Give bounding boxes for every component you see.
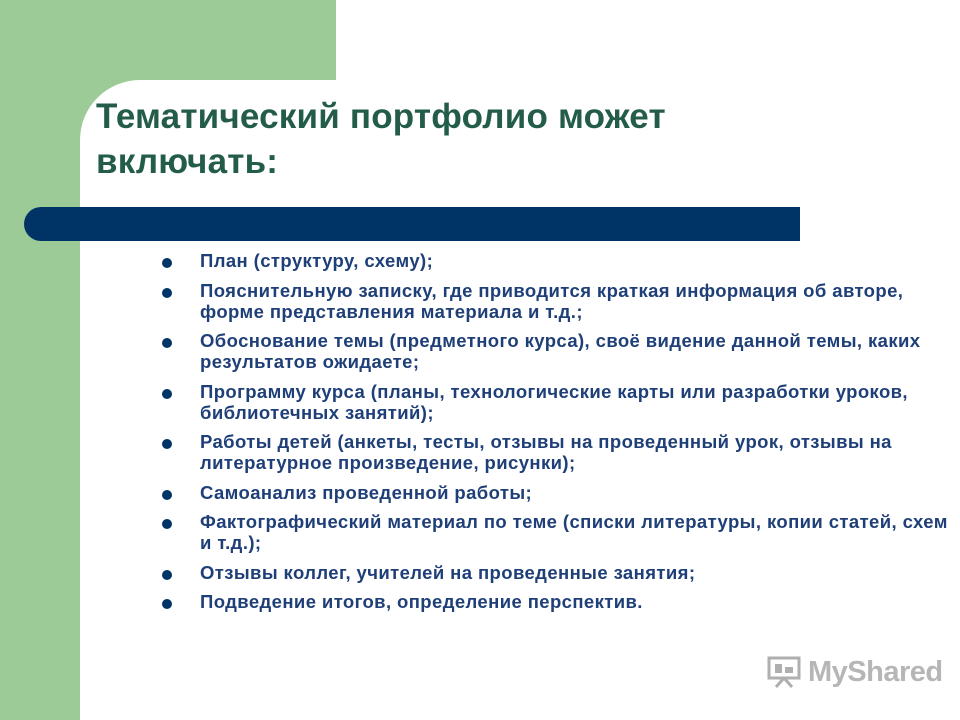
list-item [162, 280, 952, 322]
list-item [162, 330, 952, 372]
bullet-icon [162, 490, 172, 500]
slide-title: Тематический портфолио может включать: [96, 97, 666, 181]
list-item-text: Пояснительную записку, где приводится краткая информация об авторе, форме представления материала и т.д.; [200, 279, 904, 322]
list-item-text: Отзывы коллег, учителей на проведенные занятия; [200, 561, 696, 583]
list-item-text: Работы детей (анкеты, тесты, отзывы на проведенный урок, отзывы на литературное произведение, рисунки); [200, 431, 892, 473]
list-item [162, 591, 952, 612]
bullet-icon [162, 338, 172, 348]
watermark-logo [766, 654, 943, 690]
bullet-icon [162, 599, 172, 609]
list-item-text: Фактографический материал по теме (списки литературы, копии статей, схем и т.д.); [200, 511, 948, 553]
bullet-list [162, 250, 952, 621]
bullet-icon [162, 288, 172, 298]
list-item [162, 250, 952, 271]
watermark-text: MyShared [808, 655, 943, 688]
bullet-icon [162, 570, 172, 580]
list-item-text: План (структуру, схему); [200, 250, 434, 271]
list-item [162, 482, 952, 503]
list-item [162, 381, 952, 423]
bullet-icon [162, 258, 172, 268]
bullet-icon [162, 389, 172, 399]
list-item [162, 511, 952, 553]
list-item [162, 431, 952, 473]
list-item-text: Подведение итогов, определение перспектив. [200, 591, 643, 612]
presentation-board-icon [766, 654, 802, 690]
list-item-text: Самоанализ проведенной работы; [200, 481, 533, 503]
list-item-text: Программу курса (планы, технологические карты или разработки уроков, библиотечных занятий); [200, 380, 908, 423]
title-underline-bar [24, 207, 800, 241]
bullet-icon [162, 439, 172, 449]
list-item-text: Обоснование темы (предметного курса), своё видение данной темы, каких результатов ожидаете; [200, 330, 921, 372]
list-item [162, 562, 952, 583]
bullet-icon [162, 519, 172, 529]
